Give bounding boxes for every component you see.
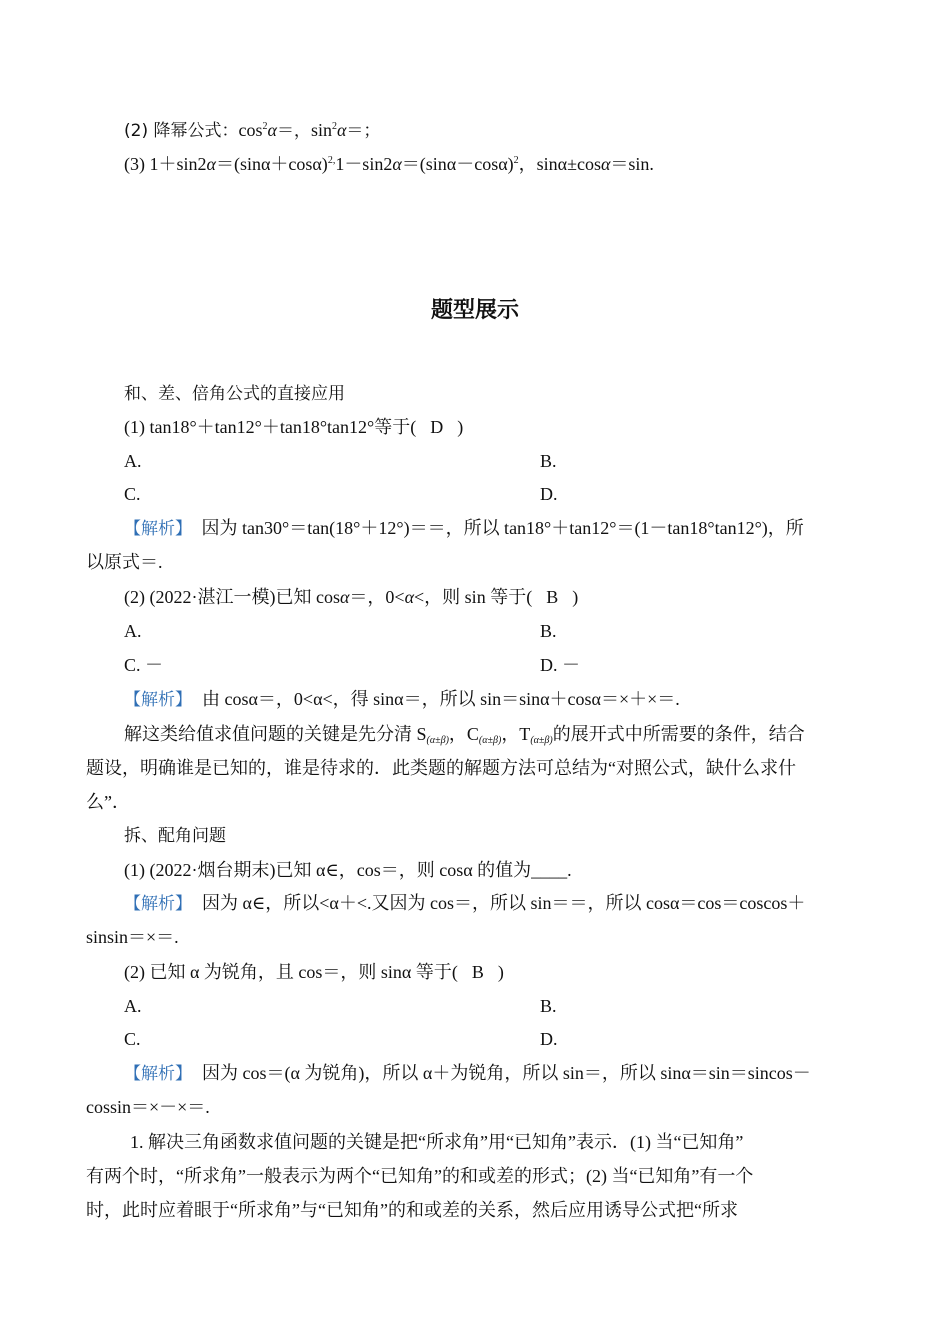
alpha-symbol-6: α <box>339 587 350 607</box>
formula-3-part-a: (3) 1＋sin2 <box>124 154 207 174</box>
formula-3-line <box>124 149 654 176</box>
alpha-symbol-2: α <box>336 120 347 140</box>
question-2-stem-a: (2) (2022·湛江一模)已知 cos <box>124 587 340 607</box>
solution-tag: 【解析】 <box>124 1064 192 1084</box>
note-1-part-b: ，C <box>448 724 479 744</box>
option-a: A. <box>124 621 142 641</box>
formula-3-part-f: ＝sin. <box>610 154 654 174</box>
solution-1-line-1 <box>124 516 804 541</box>
cos-exponent: 2 <box>262 121 268 132</box>
cos-term: cos <box>238 120 263 140</box>
option-c: C. － <box>124 655 164 675</box>
topic-heading-1: 和、差、倍角公式的直接应用 <box>124 384 345 404</box>
question-1 <box>124 415 463 439</box>
question-4-options-row-2 <box>124 1027 558 1051</box>
formula-3-part-c: 1－sin2 <box>335 154 393 174</box>
question-2 <box>124 585 578 609</box>
separator: , <box>332 155 336 166</box>
question-1-options-row-2 <box>124 482 558 506</box>
option-d: D. <box>540 1029 558 1049</box>
question-1-options-row-1 <box>124 449 557 473</box>
question-4-options-row-1 <box>124 994 557 1018</box>
equals-1: ＝， <box>276 121 311 141</box>
subscript-c: (α±β) <box>478 735 502 746</box>
alpha-symbol-7: α <box>404 587 415 607</box>
alpha-symbol-4: α <box>392 154 402 174</box>
note-1-line-3: 么”． <box>86 792 130 812</box>
question-4 <box>124 960 504 984</box>
note-2-line-3: 时，此时应着眼于“所求角”与“已知角”的和或差的关系，然后应用诱导公式把“所求 <box>86 1200 738 1220</box>
option-d: D. － <box>540 655 580 675</box>
question-4-stem: (2) 已知 α 为锐角，且 cos＝，则 sinα 等于( <box>124 962 458 982</box>
question-2-stem-c: <，则 sin 等于( <box>414 587 533 607</box>
solution-1-text: 因为 tan30°＝tan(18°＋12°)＝＝，所以 tan18°＋tan12°＝(1－tan18°tan12°)，所 <box>183 518 804 538</box>
question-2-options-row-2 <box>124 653 580 677</box>
question-3: (1) (2022·烟台期末)已知 α∈，cos＝，则 cosα 的值为____. <box>124 860 572 880</box>
solution-2 <box>124 687 680 712</box>
solution-tag: 【解析】 <box>124 519 184 539</box>
sin-exponent: 2 <box>331 121 337 132</box>
note-1-line-2: 题设，明确谁是已知的，谁是待求的．此类题的解题方法可总结为“对照公式，缺什么求什 <box>86 758 796 778</box>
exponent-2: 2 <box>513 155 519 166</box>
formula-3-part-b: ＝(sinα＋cosα) <box>215 154 328 174</box>
question-2-options-row-1 <box>124 619 557 643</box>
option-c: C. <box>124 484 141 504</box>
alpha-symbol-5: α <box>600 154 611 174</box>
formula-2-line <box>124 115 380 143</box>
question-4-close: ) <box>497 962 504 982</box>
subscript-s: (α±β) <box>426 735 449 746</box>
option-b: B. <box>540 621 557 641</box>
solution-4-line-2: cossin＝×－×＝. <box>86 1097 210 1117</box>
formula-3-part-e: ，sinα±cos <box>518 154 601 174</box>
solution-4-line-1 <box>124 1061 811 1086</box>
section-title: 题型展示 <box>430 298 519 323</box>
option-b: B. <box>540 996 557 1016</box>
solution-2-text: 由 cosα＝，0<α<，得 sinα＝，所以 sin＝sinα＋cosα＝×＋×＝. <box>202 689 680 709</box>
option-d: D. <box>540 484 558 504</box>
sin-term: sin <box>310 120 332 140</box>
solution-4-text: 因为 cos＝(α 为锐角)，所以 α＋为锐角，所以 sin＝，所以 sinα＝sin＝sincos－ <box>202 1063 811 1083</box>
question-2-close: ) <box>572 587 579 607</box>
solution-tag: 【解析】 <box>124 894 192 914</box>
solution-1-line-2: 以原式＝. <box>86 552 163 572</box>
note-1-part-c: ，T <box>501 724 531 744</box>
exponent-1: 2 <box>327 155 333 166</box>
option-a: A. <box>124 996 142 1016</box>
alpha-symbol: α <box>267 120 277 140</box>
question-1-answer: D <box>430 417 444 437</box>
solution-3-line-2: sinsin＝×＝. <box>86 927 179 947</box>
note-2-line-2: 有两个时，“所求角”一般表示为两个“已知角”的和或差的形式；(2) 当“已知角”有一个 <box>86 1166 754 1186</box>
solution-3-text: 因为 α∈，所以<α＋<.又因为 cos＝，所以 sin＝＝，所以 cosα＝cos＝coscos＋ <box>202 893 806 913</box>
solution-tag: 【解析】 <box>124 690 192 710</box>
formula-3-part-d: ＝(sinα－cosα) <box>401 154 514 174</box>
subscript-t: (α±β) <box>530 735 553 746</box>
formula-2-label: (2) 降幂公式： <box>124 121 239 141</box>
note-1-part-d: 的展开式中所需要的条件，结合 <box>552 724 805 744</box>
question-1-stem: (1) tan18°＋tan12°＋tan18°tan12°等于( <box>124 417 417 437</box>
topic-heading-2: 拆、配角问题 <box>124 826 226 846</box>
question-1-close: ) <box>457 417 464 437</box>
note-2-line-1: 1. 解决三角函数求值问题的关键是把“所求角”用“已知角”表示．(1) 当“已知角” <box>130 1132 744 1152</box>
alpha-symbol-3: α <box>206 154 216 174</box>
question-2-stem-b: ＝，0< <box>349 587 405 607</box>
option-c: C. <box>124 1029 141 1049</box>
equals-2: ＝； <box>346 121 381 141</box>
solution-3-line-1 <box>124 891 805 916</box>
question-2-answer: B <box>546 587 559 607</box>
note-1-part-a: 解这类给值求值问题的关键是先分清 S <box>124 724 427 744</box>
option-a: A. <box>124 451 142 471</box>
option-b: B. <box>540 451 557 471</box>
question-4-answer: B <box>471 962 484 982</box>
note-1-line-1 <box>124 722 805 753</box>
